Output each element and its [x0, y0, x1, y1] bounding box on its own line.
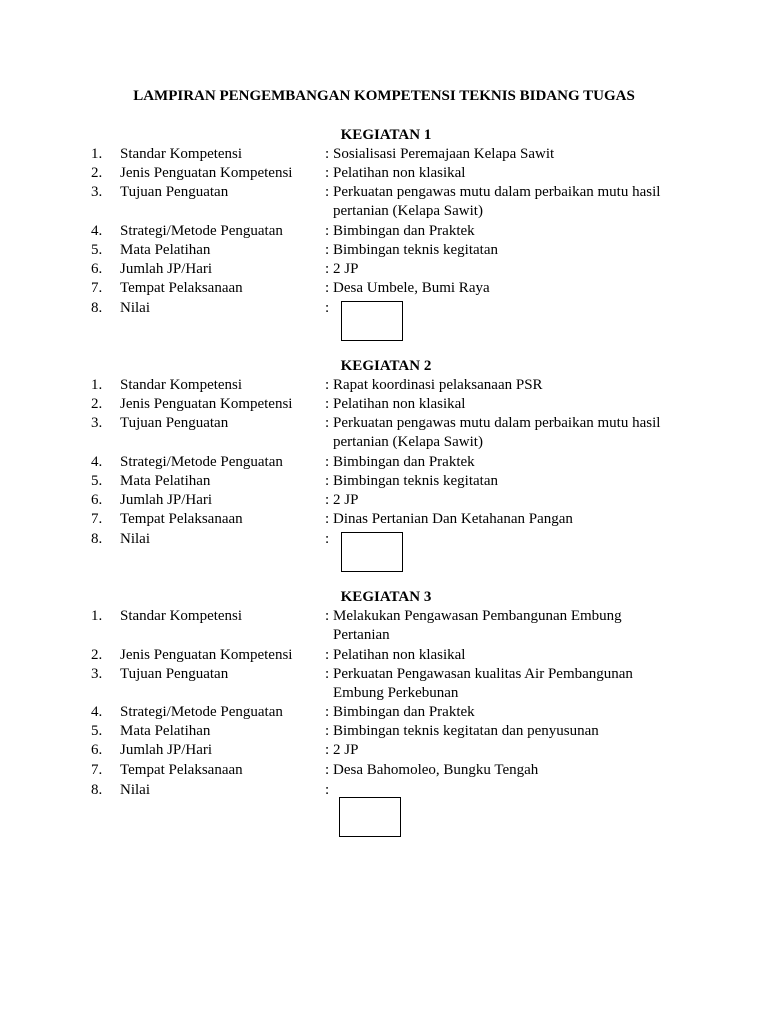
item-value: Bimbingan teknis kegitatan: [333, 242, 498, 258]
item-label: Nilai: [120, 531, 150, 547]
item-value: Dinas Pertanian Dan Ketahanan Pangan: [333, 511, 573, 527]
item-label: Jumlah JP/Hari: [120, 492, 213, 508]
item-label: Jenis Penguatan Kompetensi: [120, 647, 293, 663]
item-value: 2 JP: [333, 492, 359, 508]
item-number: 7.: [91, 280, 103, 296]
item-value: Desa Bahomoleo, Bungku Tengah: [333, 762, 539, 778]
item-value: Bimbingan dan Praktek: [333, 454, 475, 470]
item-label: Jumlah JP/Hari: [120, 742, 213, 758]
item-value: Sosialisasi Peremajaan Kelapa Sawit: [333, 146, 555, 162]
item-number: 3.: [91, 184, 103, 200]
item-number: 1.: [91, 608, 103, 624]
colon: :: [325, 511, 330, 527]
item-value: Pelatihan non klasikal: [333, 165, 466, 181]
colon: :: [325, 184, 330, 200]
colon: :: [325, 280, 330, 296]
item-value: 2 JP: [333, 261, 359, 277]
item-value: Perkuatan pengawas mutu dalam perbaikan mutu hasil: [333, 184, 661, 200]
item-number: 2.: [91, 647, 103, 663]
item-label: Tempat Pelaksanaan: [120, 511, 243, 527]
item-value-continuation: Embung Perkebunan: [333, 685, 459, 701]
colon: :: [325, 608, 330, 624]
score-box: [341, 301, 403, 341]
item-value: Desa Umbele, Bumi Raya: [333, 280, 490, 296]
item-label: Tujuan Penguatan: [120, 666, 229, 682]
item-label: Nilai: [120, 782, 150, 798]
colon: :: [325, 223, 330, 239]
item-label: Tujuan Penguatan: [120, 184, 229, 200]
item-value: Melakukan Pengawasan Pembangunan Embung: [333, 608, 622, 624]
item-label: Standar Kompetensi: [120, 608, 243, 624]
item-number: 1.: [91, 146, 103, 162]
colon: :: [325, 647, 330, 663]
item-number: 6.: [91, 492, 103, 508]
colon: :: [325, 782, 330, 798]
item-label: Strategi/Metode Penguatan: [120, 704, 283, 720]
colon: :: [325, 762, 330, 778]
item-label: Jumlah JP/Hari: [120, 261, 213, 277]
colon: :: [325, 742, 330, 758]
colon: :: [325, 415, 330, 431]
item-value: Perkuatan Pengawasan kualitas Air Pembangunan: [333, 666, 633, 682]
colon: :: [325, 531, 330, 547]
item-number: 7.: [91, 511, 103, 527]
item-label: Strategi/Metode Penguatan: [120, 223, 283, 239]
colon: :: [325, 242, 330, 258]
document-title: LAMPIRAN PENGEMBANGAN KOMPETENSI TEKNIS BIDANG TUGAS: [133, 88, 635, 104]
item-value: Bimbingan dan Praktek: [333, 704, 475, 720]
item-number: 8.: [91, 531, 103, 547]
item-value: 2 JP: [333, 742, 359, 758]
item-number: 6.: [91, 742, 103, 758]
colon: :: [325, 492, 330, 508]
item-value-continuation: Pertanian: [333, 627, 390, 643]
item-number: 4.: [91, 704, 103, 720]
item-value: Pelatihan non klasikal: [333, 647, 466, 663]
item-number: 5.: [91, 473, 103, 489]
section-heading-2: KEGIATAN 2: [340, 358, 432, 374]
item-label: Jenis Penguatan Kompetensi: [120, 165, 293, 181]
colon: :: [325, 473, 330, 489]
item-label: Tujuan Penguatan: [120, 415, 229, 431]
item-value-continuation: pertanian (Kelapa Sawit): [333, 434, 483, 450]
item-label: Strategi/Metode Penguatan: [120, 454, 283, 470]
item-value-continuation: pertanian (Kelapa Sawit): [333, 203, 483, 219]
item-number: 8.: [91, 300, 103, 316]
score-box: [341, 532, 403, 572]
item-label: Tempat Pelaksanaan: [120, 280, 243, 296]
colon: :: [325, 261, 330, 277]
colon: :: [325, 723, 330, 739]
section-heading-1: KEGIATAN 1: [340, 127, 432, 143]
colon: :: [325, 377, 330, 393]
item-label: Nilai: [120, 300, 150, 316]
item-label: Standar Kompetensi: [120, 146, 243, 162]
section-heading-3: KEGIATAN 3: [340, 589, 432, 605]
item-value: Rapat koordinasi pelaksanaan PSR: [333, 377, 543, 393]
item-label: Mata Pelatihan: [120, 242, 211, 258]
item-number: 4.: [91, 223, 103, 239]
item-number: 3.: [91, 415, 103, 431]
item-label: Mata Pelatihan: [120, 473, 211, 489]
colon: :: [325, 300, 330, 316]
item-value: Bimbingan dan Praktek: [333, 223, 475, 239]
item-value: Perkuatan pengawas mutu dalam perbaikan mutu hasil: [333, 415, 661, 431]
item-number: 2.: [91, 165, 103, 181]
item-number: 5.: [91, 723, 103, 739]
item-label: Jenis Penguatan Kompetensi: [120, 396, 293, 412]
item-number: 3.: [91, 666, 103, 682]
item-number: 6.: [91, 261, 103, 277]
item-value: Bimbingan teknis kegitatan dan penyusunan: [333, 723, 599, 739]
item-number: 1.: [91, 377, 103, 393]
item-value: Pelatihan non klasikal: [333, 396, 466, 412]
item-value: Bimbingan teknis kegitatan: [333, 473, 498, 489]
colon: :: [325, 396, 330, 412]
colon: :: [325, 146, 330, 162]
score-box: [339, 797, 401, 837]
item-number: 4.: [91, 454, 103, 470]
item-label: Standar Kompetensi: [120, 377, 243, 393]
item-label: Mata Pelatihan: [120, 723, 211, 739]
colon: :: [325, 666, 330, 682]
item-number: 8.: [91, 782, 103, 798]
item-number: 5.: [91, 242, 103, 258]
colon: :: [325, 454, 330, 470]
colon: :: [325, 704, 330, 720]
item-number: 7.: [91, 762, 103, 778]
item-number: 2.: [91, 396, 103, 412]
colon: :: [325, 165, 330, 181]
item-label: Tempat Pelaksanaan: [120, 762, 243, 778]
